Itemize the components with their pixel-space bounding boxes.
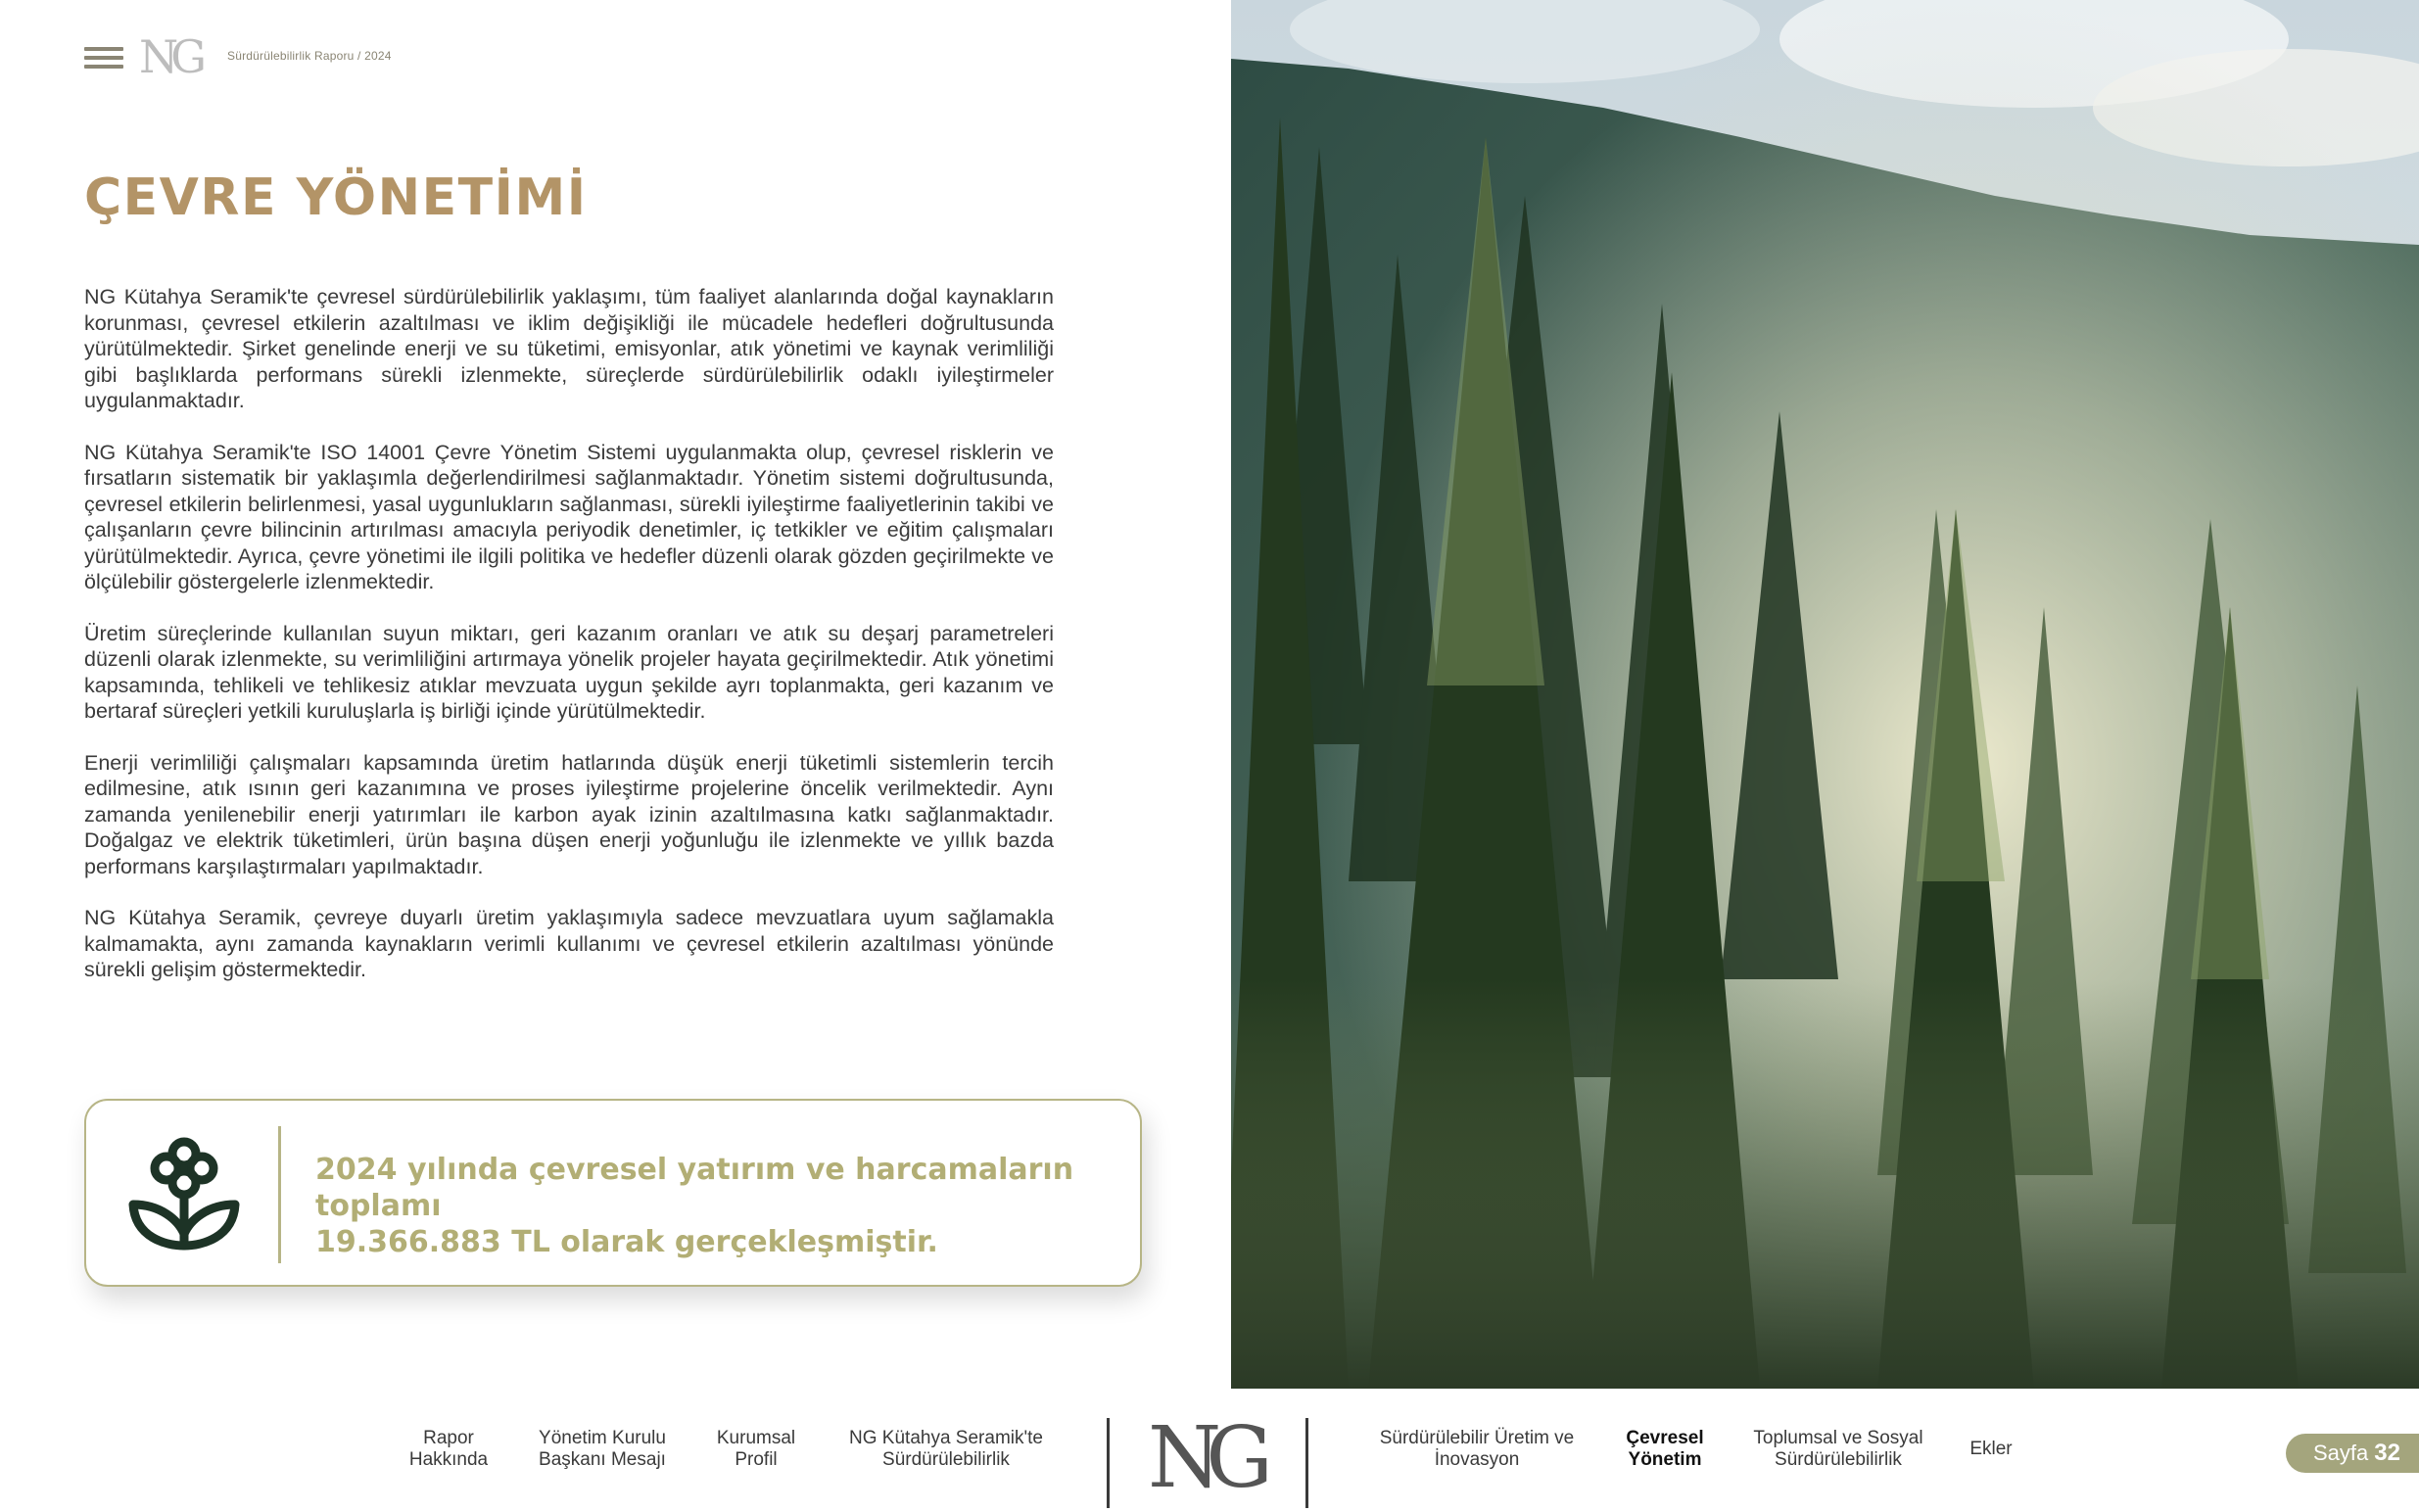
nav-surdurulebilirlik[interactable]: [830, 1428, 1062, 1471]
body-text: [84, 284, 1054, 1009]
nav-yonetim-kurulu[interactable]: [523, 1428, 682, 1471]
nav-label: NG Kütahya Seramik'te: [849, 1428, 1043, 1448]
highlight-line: 19.366.883 TL olarak gerçekleşmiştir.: [315, 1225, 938, 1259]
nav-label: Başkanı Mesajı: [539, 1449, 666, 1470]
menu-icon[interactable]: [84, 47, 123, 71]
nav-label: Profil: [735, 1449, 778, 1470]
page-label: Sayfa: [2313, 1441, 2369, 1465]
nav-label: Yönetim: [1628, 1449, 1702, 1470]
paragraph: NG Kütahya Seramik, çevreye duyarlı üretim yaklaşımıyla sadece mevzuatlara uyum sağlamakla kalmamakta, aynı zamanda kaynakların verimli kullanımı ve çevresel etkilerin azaltılması yönünde sürekli gelişim göstermektedir.: [84, 906, 1054, 981]
paragraph: Üretim süreçlerinde kullanılan suyun miktarı, geri kazanım oranları ve atık su deşarj parametreleri düzenli olarak izlenmekte, su verimliliğini artırmaya yönelik projeler hayata geçirilmektedir. Atık yönetimi kapsamında, tehlikeli ve tehlikesiz atıklar mevzuata uygun şekilde ayrı toplanmakta, geri kazanım ve bertaraf süreçleri yetkili kuruluşlarla iş birliği içinde yürütülmektedir.: [84, 621, 1054, 723]
nav-label: Sürdürülebilirlik: [1775, 1449, 1902, 1470]
nav-label: Çevresel: [1626, 1428, 1704, 1448]
nav-label: Ekler: [1969, 1439, 2013, 1459]
nav-toplumsal-sosyal[interactable]: [1737, 1428, 1939, 1471]
page-title: ÇEVRE YÖNETİMİ: [84, 168, 588, 227]
paragraph: NG Kütahya Seramik'te ISO 14001 Çevre Yönetim Sistemi uygulanmakta olup, çevresel risklerin ve fırsatların sistematik bir yaklaşımla değerlendirilmesi sağlanmaktadır. Yönetim sistemi doğrultusunda, çevresel etkilerin belirlenmesi, yasal uygunlukların sağlanması, sürekli iyileştirme faaliyetlerinin takibi ve çalışanların çevre bilincinin artırılması amacıyla periyodik denetimler, iç tetkikler ve eğitim çalışmaları yürütülmektedir. Ayrıca, çevre yönetimi ile ilgili politika ve hedefler düzenli olarak gözden geçirilmekte ve ölçülebilir göstergelerle izlenmektedir.: [84, 440, 1054, 593]
nav-surdurulebilir-uretim[interactable]: [1361, 1428, 1592, 1471]
highlight-text: [315, 1152, 1118, 1260]
ng-logo-footer[interactable]: [1144, 1406, 1271, 1504]
nav-cevresel-yonetim[interactable]: [1608, 1428, 1722, 1471]
nav-label: Hakkında: [408, 1449, 489, 1470]
paragraph: Enerji verimliliği çalışmaları kapsamında üretim hatlarında düşük enerji tüketimli sistemlerin tercih edilmesine, atık ısının geri kazanımına ve proses iyileştirme projelerine öncelik verilmektedir. Aynı zamanda yenilenebilir enerji yatırımları ile karbon ayak izinin azaltılmasına katkı sağlanmaktadır. Doğalgaz ve elektrik tüketimleri, ürün başına düşen enerji yoğunluğu ile izlenmekte ve yıllık bazda performans karşılaştırmaları yapılmaktadır.: [84, 750, 1054, 878]
nav-divider: [1107, 1418, 1110, 1508]
report-label: Sürdürülebilirlik Raporu / 2024: [227, 49, 392, 63]
nav-divider: [1305, 1418, 1308, 1508]
highlight-line: 2024 yılında çevresel yatırım ve harcamaların toplamı: [315, 1153, 1074, 1223]
nav-label: Yönetim Kurulu: [539, 1428, 666, 1448]
nav-kurumsal-profil[interactable]: [697, 1428, 815, 1471]
forest-photo: [1231, 0, 2419, 1389]
page-number: 32: [2374, 1440, 2400, 1466]
nav-ekler[interactable]: [1957, 1439, 2025, 1460]
footer-nav: [0, 1389, 2419, 1512]
ng-logo[interactable]: [139, 29, 212, 80]
nav-label: Toplumsal ve Sosyal: [1753, 1428, 1923, 1448]
page-number-badge: [2286, 1434, 2419, 1473]
nav-rapor-hakkinda[interactable]: [390, 1428, 507, 1471]
highlight-box: [84, 1099, 1142, 1287]
svg-text:NG: NG: [139, 30, 199, 80]
nav-label: Sürdürülebilirlik: [882, 1449, 1010, 1470]
nav-label: Rapor: [423, 1428, 474, 1448]
nav-label: Kurumsal: [716, 1428, 796, 1448]
svg-text:NG: NG: [1148, 1409, 1257, 1504]
highlight-divider: [278, 1126, 281, 1263]
flower-icon: [127, 1136, 241, 1253]
nav-label: Sürdürülebilir Üretim ve: [1379, 1428, 1575, 1448]
nav-label: İnovasyon: [1434, 1449, 1520, 1470]
paragraph: NG Kütahya Seramik'te çevresel sürdürülebilirlik yaklaşımı, tüm faaliyet alanlarında doğal kaynakların korunması, çevresel etkilerin azaltılması ve iklim değişikliği ile mücadele hedefleri doğrultusunda yürütülmektedir. Şirket genelinde enerji ve su tüketimi, emisyonlar, atık yönetimi ve kaynak verimliliği gibi başlıklarda performans sürekli izlenmekte, süreçlerde sürdürülebilirlik odaklı iyileştirmeler uygulanmaktadır.: [84, 285, 1054, 412]
